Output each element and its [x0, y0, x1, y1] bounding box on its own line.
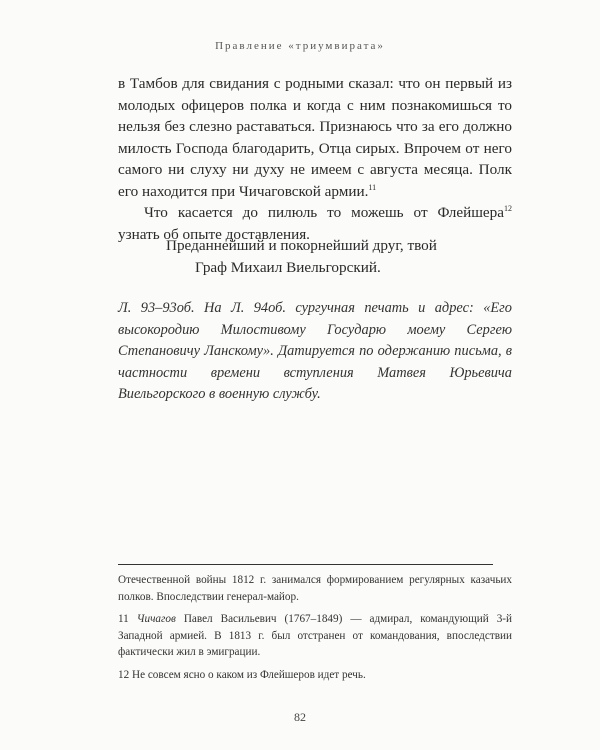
- letter-body: [118, 73, 512, 245]
- note-ref-11: 11: [368, 182, 377, 192]
- footnote-divider: [118, 564, 493, 565]
- note-ref-12: 12: [504, 203, 512, 213]
- body-paragraph-2-text-start: Что касается до пилюль то можешь от Флейшера: [144, 204, 504, 221]
- body-paragraph-2-text-end: узнать об опыте доставления.: [118, 225, 310, 243]
- page-number: 82: [294, 710, 306, 724]
- footnote-11-number: 11: [118, 613, 129, 625]
- body-paragraph-1: [118, 73, 512, 202]
- letter-signature: [166, 235, 437, 279]
- signature-line-2: Граф Михаил Виельгорский.: [195, 259, 381, 276]
- footnote-12: [118, 667, 512, 684]
- footnote-11: [118, 611, 512, 661]
- footnote-12-text: Не совсем ясно о каком из Флейшеров идет речь.: [129, 668, 366, 681]
- signature-line-1: Преданнейший и покорнейший друг, твой: [166, 237, 437, 254]
- footnote-12-number: 12: [118, 668, 130, 681]
- running-head: Правление «триумвирата»: [215, 40, 385, 52]
- body-paragraph-1-text: в Тамбов для свидания с родными сказал: что он первый из молодых офицеров полка и когда с ним познакомишься то нельзя без слезно раставаться. Признаюсь что за его должно милость Господа благодарить, Отца сирых. Впрочем от него самого ни слуху ни духу не имеем с августа месяца. Полк его находится при Чичаговской армии.: [118, 75, 512, 200]
- footnote-11-text: Павел Васильевич (1767–1849) — адмирал, командующий 3-й Западной армией. В 1813 г. был отстранен от командования, впоследствии фактически жил в эмиграции.: [118, 613, 512, 658]
- footnote-11-name: Чичагов: [136, 613, 176, 625]
- footnotes: [118, 572, 512, 689]
- footnote-continuation: Отечественной войны 1812 г. занимался формированием регулярных казачьих полков. Впоследствии генерал-майор.: [118, 574, 512, 603]
- archival-note: Л. 93–93об. На Л. 94об. сургучная печать и адрес: «Его высокородию Милостивому Государю моему Сергею Степановичу Ланскому». Датируется по одержанию письма, в частности времени вступления Матвея Юрьевича Виельгорского в военную службу.: [118, 300, 512, 402]
